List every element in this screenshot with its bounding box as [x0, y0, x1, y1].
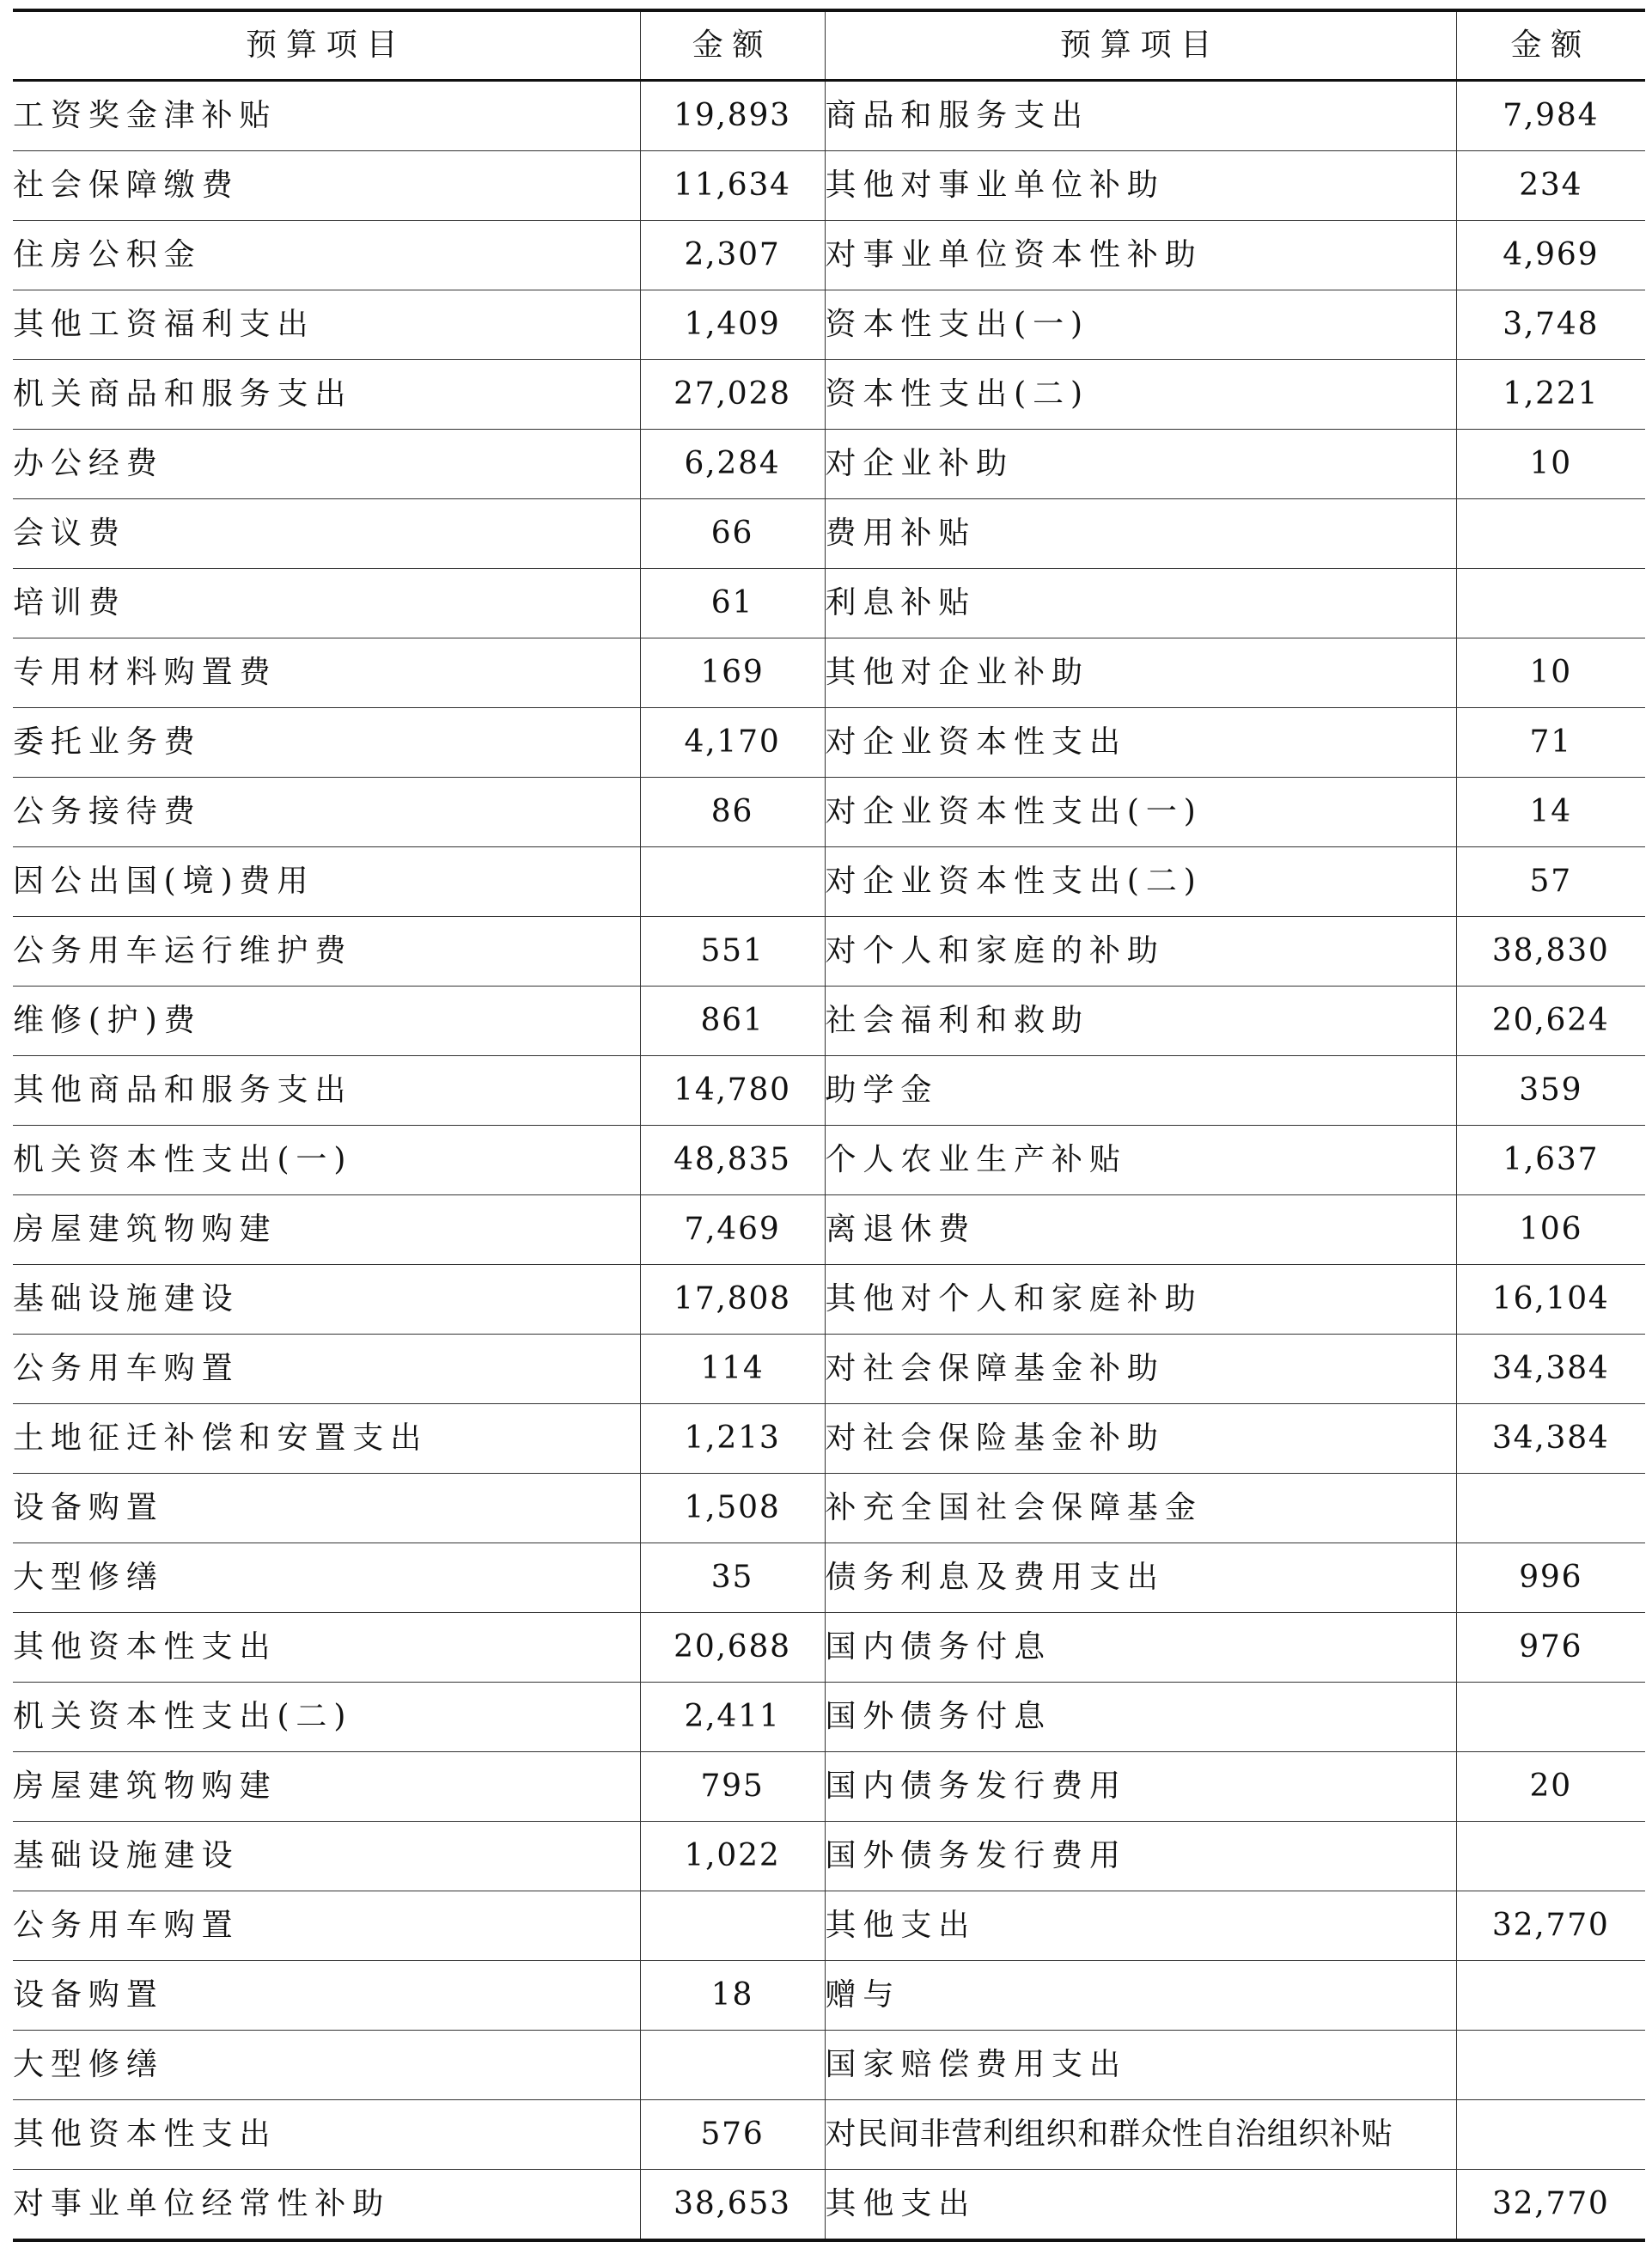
right-item-amount — [1456, 499, 1645, 569]
left-item-amount: 35 — [640, 1543, 825, 1613]
right-item-label: 补充全国社会保障基金 — [825, 1474, 1456, 1543]
right-item-amount — [1456, 1683, 1645, 1752]
left-item-amount: 11,634 — [640, 151, 825, 221]
left-item-amount: 1,508 — [640, 1474, 825, 1543]
table-row — [13, 360, 1645, 430]
table-row — [13, 1474, 1645, 1543]
table-row — [13, 1195, 1645, 1265]
right-item-amount: 3,748 — [1456, 290, 1645, 360]
left-item-label: 维修(护)费 — [13, 987, 640, 1056]
right-item-label: 对社会保险基金补助 — [825, 1404, 1456, 1474]
table-row — [13, 917, 1645, 987]
header-right-amount: 金额 — [1456, 10, 1645, 81]
left-item-label: 设备购置 — [13, 1474, 640, 1543]
right-item-amount: 14 — [1456, 778, 1645, 847]
right-item-label: 其他支出 — [825, 2170, 1456, 2241]
left-item-label: 机关资本性支出(一) — [13, 1126, 640, 1195]
left-item-amount: 576 — [640, 2100, 825, 2170]
right-item-amount: 1,637 — [1456, 1126, 1645, 1195]
right-item-amount — [1456, 1822, 1645, 1891]
table-body — [13, 81, 1645, 2241]
right-item-label: 赠与 — [825, 1961, 1456, 2031]
right-item-amount — [1456, 2031, 1645, 2100]
left-item-label: 其他资本性支出 — [13, 1613, 640, 1683]
budget-table — [13, 9, 1645, 2242]
table-row — [13, 1335, 1645, 1404]
right-item-amount: 996 — [1456, 1543, 1645, 1613]
left-item-label: 公务用车运行维护费 — [13, 917, 640, 987]
left-item-amount: 1,213 — [640, 1404, 825, 1474]
right-item-amount: 34,384 — [1456, 1404, 1645, 1474]
right-item-label: 对企业资本性支出(二) — [825, 847, 1456, 917]
right-item-amount: 10 — [1456, 638, 1645, 708]
right-item-label: 社会福利和救助 — [825, 987, 1456, 1056]
table-row — [13, 708, 1645, 778]
table-header — [13, 10, 1645, 81]
left-item-amount: 795 — [640, 1752, 825, 1822]
table-row — [13, 987, 1645, 1056]
right-item-label: 国内债务付息 — [825, 1613, 1456, 1683]
left-item-amount: 86 — [640, 778, 825, 847]
table-row — [13, 1404, 1645, 1474]
left-item-label: 住房公积金 — [13, 221, 640, 290]
left-item-label: 对事业单位经常性补助 — [13, 2170, 640, 2241]
table-row — [13, 569, 1645, 638]
right-item-label: 国外债务发行费用 — [825, 1822, 1456, 1891]
right-item-label: 国家赔偿费用支出 — [825, 2031, 1456, 2100]
left-item-label: 大型修缮 — [13, 2031, 640, 2100]
right-item-label: 利息补贴 — [825, 569, 1456, 638]
left-item-amount: 1,409 — [640, 290, 825, 360]
left-item-label: 办公经费 — [13, 430, 640, 499]
right-item-label: 费用补贴 — [825, 499, 1456, 569]
right-item-label: 对事业单位资本性补助 — [825, 221, 1456, 290]
header-left-item: 预算项目 — [13, 10, 640, 81]
right-item-amount: 34,384 — [1456, 1335, 1645, 1404]
right-item-label: 对企业资本性支出 — [825, 708, 1456, 778]
table-row — [13, 499, 1645, 569]
table-row — [13, 430, 1645, 499]
right-item-label: 助学金 — [825, 1056, 1456, 1126]
table-row — [13, 1683, 1645, 1752]
right-item-label: 对个人和家庭的补助 — [825, 917, 1456, 987]
right-item-label: 其他支出 — [825, 1891, 1456, 1961]
table-row — [13, 81, 1645, 151]
left-item-amount: 1,022 — [640, 1822, 825, 1891]
left-item-label: 专用材料购置费 — [13, 638, 640, 708]
left-item-label: 其他商品和服务支出 — [13, 1056, 640, 1126]
left-item-amount: 19,893 — [640, 81, 825, 151]
right-item-amount: 57 — [1456, 847, 1645, 917]
left-item-label: 其他工资福利支出 — [13, 290, 640, 360]
table-row — [13, 1891, 1645, 1961]
right-item-label: 商品和服务支出 — [825, 81, 1456, 151]
right-item-label: 离退休费 — [825, 1195, 1456, 1265]
left-item-amount: 2,307 — [640, 221, 825, 290]
right-item-label: 对企业资本性支出(一) — [825, 778, 1456, 847]
right-item-label: 对民间非营利组织和群众性自治组织补贴 — [825, 2100, 1456, 2170]
right-item-amount — [1456, 1961, 1645, 2031]
right-item-amount: 32,770 — [1456, 2170, 1645, 2241]
left-item-amount: 20,688 — [640, 1613, 825, 1683]
table-row — [13, 2031, 1645, 2100]
right-item-amount — [1456, 2100, 1645, 2170]
left-item-amount: 17,808 — [640, 1265, 825, 1335]
table-row — [13, 1613, 1645, 1683]
right-item-label: 其他对个人和家庭补助 — [825, 1265, 1456, 1335]
right-item-label: 国内债务发行费用 — [825, 1752, 1456, 1822]
left-item-amount: 861 — [640, 987, 825, 1056]
left-item-amount: 38,653 — [640, 2170, 825, 2241]
left-item-amount: 551 — [640, 917, 825, 987]
left-item-label: 工资奖金津补贴 — [13, 81, 640, 151]
right-item-amount: 359 — [1456, 1056, 1645, 1126]
left-item-label: 房屋建筑物购建 — [13, 1752, 640, 1822]
right-item-label: 对社会保障基金补助 — [825, 1335, 1456, 1404]
left-item-amount — [640, 2031, 825, 2100]
right-item-amount: 7,984 — [1456, 81, 1645, 151]
left-item-amount: 7,469 — [640, 1195, 825, 1265]
left-item-label: 因公出国(境)费用 — [13, 847, 640, 917]
left-item-label: 社会保障缴费 — [13, 151, 640, 221]
table-row — [13, 778, 1645, 847]
left-item-label: 会议费 — [13, 499, 640, 569]
left-item-label: 土地征迁补偿和安置支出 — [13, 1404, 640, 1474]
left-item-amount: 114 — [640, 1335, 825, 1404]
left-item-amount: 66 — [640, 499, 825, 569]
left-item-label: 委托业务费 — [13, 708, 640, 778]
right-item-amount: 4,969 — [1456, 221, 1645, 290]
right-item-amount — [1456, 1474, 1645, 1543]
table-row — [13, 1056, 1645, 1126]
header-row — [13, 10, 1645, 81]
header-right-item: 预算项目 — [825, 10, 1456, 81]
table-row — [13, 2100, 1645, 2170]
left-item-amount: 169 — [640, 638, 825, 708]
right-item-amount: 38,830 — [1456, 917, 1645, 987]
table-row — [13, 638, 1645, 708]
right-item-label: 资本性支出(二) — [825, 360, 1456, 430]
right-item-amount: 1,221 — [1456, 360, 1645, 430]
right-item-amount: 976 — [1456, 1613, 1645, 1683]
table-row — [13, 151, 1645, 221]
table-row — [13, 1543, 1645, 1613]
table-row — [13, 847, 1645, 917]
left-item-amount: 27,028 — [640, 360, 825, 430]
left-item-label: 房屋建筑物购建 — [13, 1195, 640, 1265]
left-item-label: 公务接待费 — [13, 778, 640, 847]
left-item-amount: 61 — [640, 569, 825, 638]
left-item-label: 机关资本性支出(二) — [13, 1683, 640, 1752]
left-item-label: 大型修缮 — [13, 1543, 640, 1613]
right-item-amount: 10 — [1456, 430, 1645, 499]
right-item-label: 其他对事业单位补助 — [825, 151, 1456, 221]
table-row — [13, 221, 1645, 290]
left-item-label: 公务用车购置 — [13, 1891, 640, 1961]
left-item-amount — [640, 847, 825, 917]
left-item-label: 设备购置 — [13, 1961, 640, 2031]
table-row — [13, 290, 1645, 360]
left-item-amount: 18 — [640, 1961, 825, 2031]
left-item-amount — [640, 1891, 825, 1961]
table-row — [13, 1752, 1645, 1822]
right-item-label: 国外债务付息 — [825, 1683, 1456, 1752]
right-item-label: 其他对企业补助 — [825, 638, 1456, 708]
left-item-amount: 48,835 — [640, 1126, 825, 1195]
table-row — [13, 2170, 1645, 2241]
right-item-amount: 16,104 — [1456, 1265, 1645, 1335]
header-left-amount: 金额 — [640, 10, 825, 81]
left-item-label: 基础设施建设 — [13, 1822, 640, 1891]
right-item-amount: 106 — [1456, 1195, 1645, 1265]
right-item-amount: 234 — [1456, 151, 1645, 221]
right-item-label: 债务利息及费用支出 — [825, 1543, 1456, 1613]
table-row — [13, 1822, 1645, 1891]
table-row — [13, 1265, 1645, 1335]
left-item-amount: 14,780 — [640, 1056, 825, 1126]
left-item-label: 基础设施建设 — [13, 1265, 640, 1335]
right-item-amount: 32,770 — [1456, 1891, 1645, 1961]
left-item-amount: 2,411 — [640, 1683, 825, 1752]
left-item-label: 公务用车购置 — [13, 1335, 640, 1404]
right-item-label: 个人农业生产补贴 — [825, 1126, 1456, 1195]
right-item-amount — [1456, 569, 1645, 638]
left-item-label: 机关商品和服务支出 — [13, 360, 640, 430]
table-row — [13, 1126, 1645, 1195]
right-item-amount: 71 — [1456, 708, 1645, 778]
left-item-amount: 4,170 — [640, 708, 825, 778]
left-item-label: 其他资本性支出 — [13, 2100, 640, 2170]
right-item-amount: 20 — [1456, 1752, 1645, 1822]
right-item-label: 资本性支出(一) — [825, 290, 1456, 360]
right-item-label: 对企业补助 — [825, 430, 1456, 499]
right-item-amount: 20,624 — [1456, 987, 1645, 1056]
left-item-label: 培训费 — [13, 569, 640, 638]
table-row — [13, 1961, 1645, 2031]
left-item-amount: 6,284 — [640, 430, 825, 499]
